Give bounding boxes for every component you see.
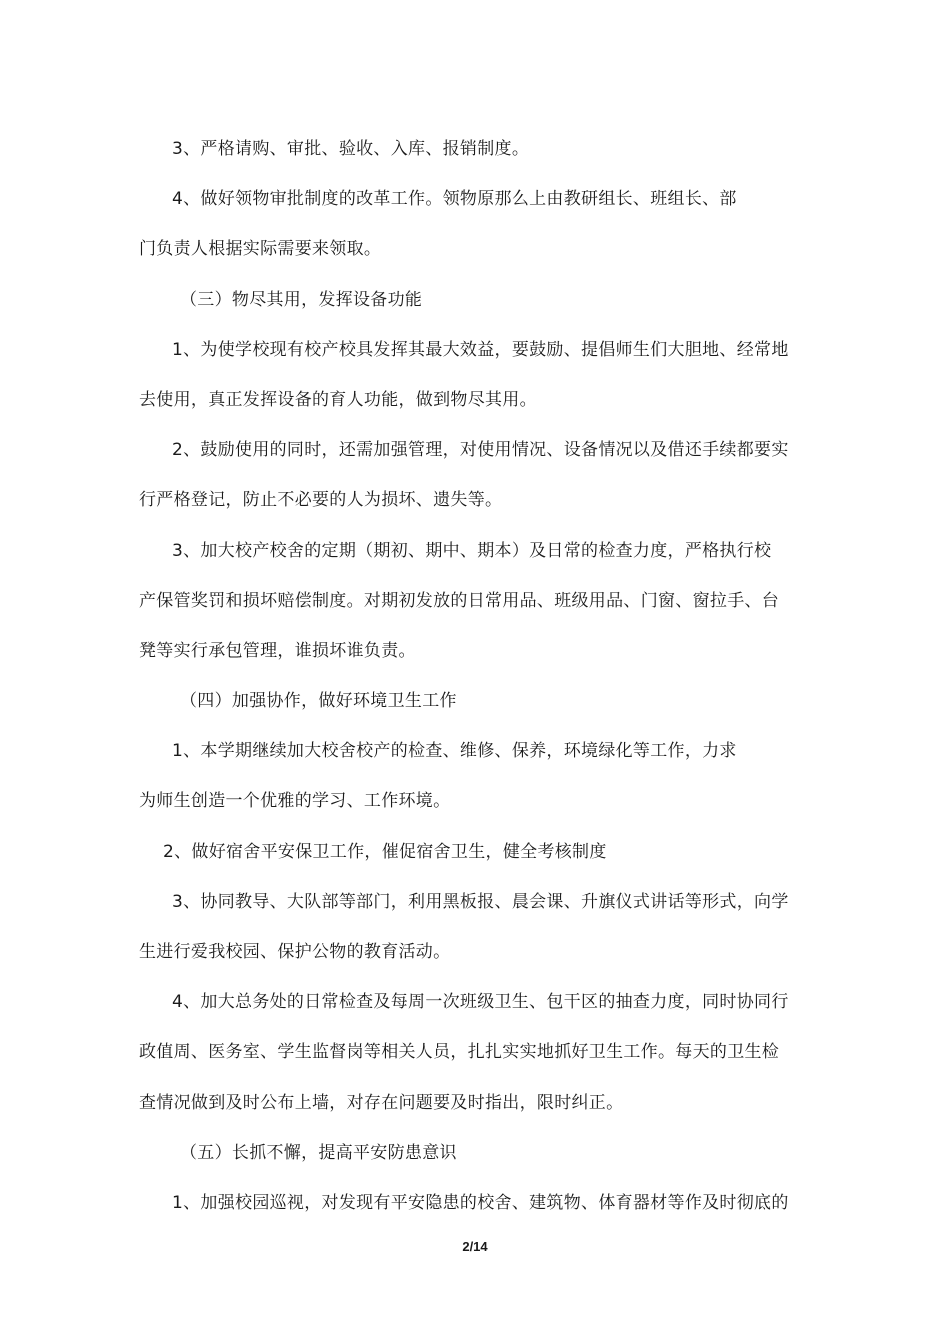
section-heading: （四）加强协作，做好环境卫生工作 — [180, 691, 457, 711]
text-line: 1、为使学校现有校产校具发挥其最大效益，要鼓励、提倡师生们大胆地、经常地 — [172, 340, 789, 360]
section-heading: （五）长抓不懈，提高平安防患意识 — [180, 1143, 457, 1163]
text-line: 3、严格请购、审批、验收、入库、报销制度。 — [172, 139, 530, 159]
page-number: 2/14 — [462, 1239, 488, 1254]
text-line: 2、做好宿舍平安保卫工作，催促宿舍卫生，健全考核制度 — [163, 842, 607, 862]
text-line: 生进行爱我校园、保护公物的教育活动。 — [139, 942, 451, 962]
text-line: 查情况做到及时公布上墙，对存在问题要及时指出，限时纠正。 — [139, 1093, 624, 1113]
text-line: 2、鼓励使用的同时，还需加强管理，对使用情况、设备情况以及借还手续都要实 — [172, 440, 789, 460]
text-line: 4、做好领物审批制度的改革工作。领物原那么上由教研组长、班组长、部 — [172, 189, 737, 209]
text-line: 4、加大总务处的日常检查及每周一次班级卫生、包干区的抽查力度，同时协同行 — [172, 992, 789, 1012]
text-line: 1、加强校园巡视，对发现有平安隐患的校舍、建筑物、体育器材等作及时彻底的 — [172, 1193, 789, 1213]
text-line: 3、加大校产校舍的定期（期初、期中、期本）及日常的检查力度，严格执行校 — [172, 541, 772, 561]
text-line: 政值周、医务室、学生监督岗等相关人员，扎扎实实地抓好卫生工作。每天的卫生检 — [139, 1042, 780, 1062]
text-line: 1、本学期继续加大校舍校产的检查、维修、保养，环境绿化等工作，力求 — [172, 741, 737, 761]
text-line: 凳等实行承包管理，谁损坏谁负责。 — [139, 641, 416, 661]
text-line: 去使用，真正发挥设备的育人功能，做到物尽其用。 — [139, 390, 537, 410]
text-line: 门负责人根据实际需要来领取。 — [139, 239, 382, 259]
text-line: 为师生创造一个优雅的学习、工作环境。 — [139, 791, 451, 811]
text-line: 行严格登记，防止不必要的人为损坏、遗失等。 — [139, 490, 503, 510]
text-line: 3、协同教导、大队部等部门，利用黑板报、晨会课、升旗仪式讲话等形式，向学 — [172, 892, 789, 912]
text-line: 产保管奖罚和损坏赔偿制度。对期初发放的日常用品、班级用品、门窗、窗拉手、台 — [139, 591, 780, 611]
section-heading: （三）物尽其用，发挥设备功能 — [180, 290, 423, 310]
